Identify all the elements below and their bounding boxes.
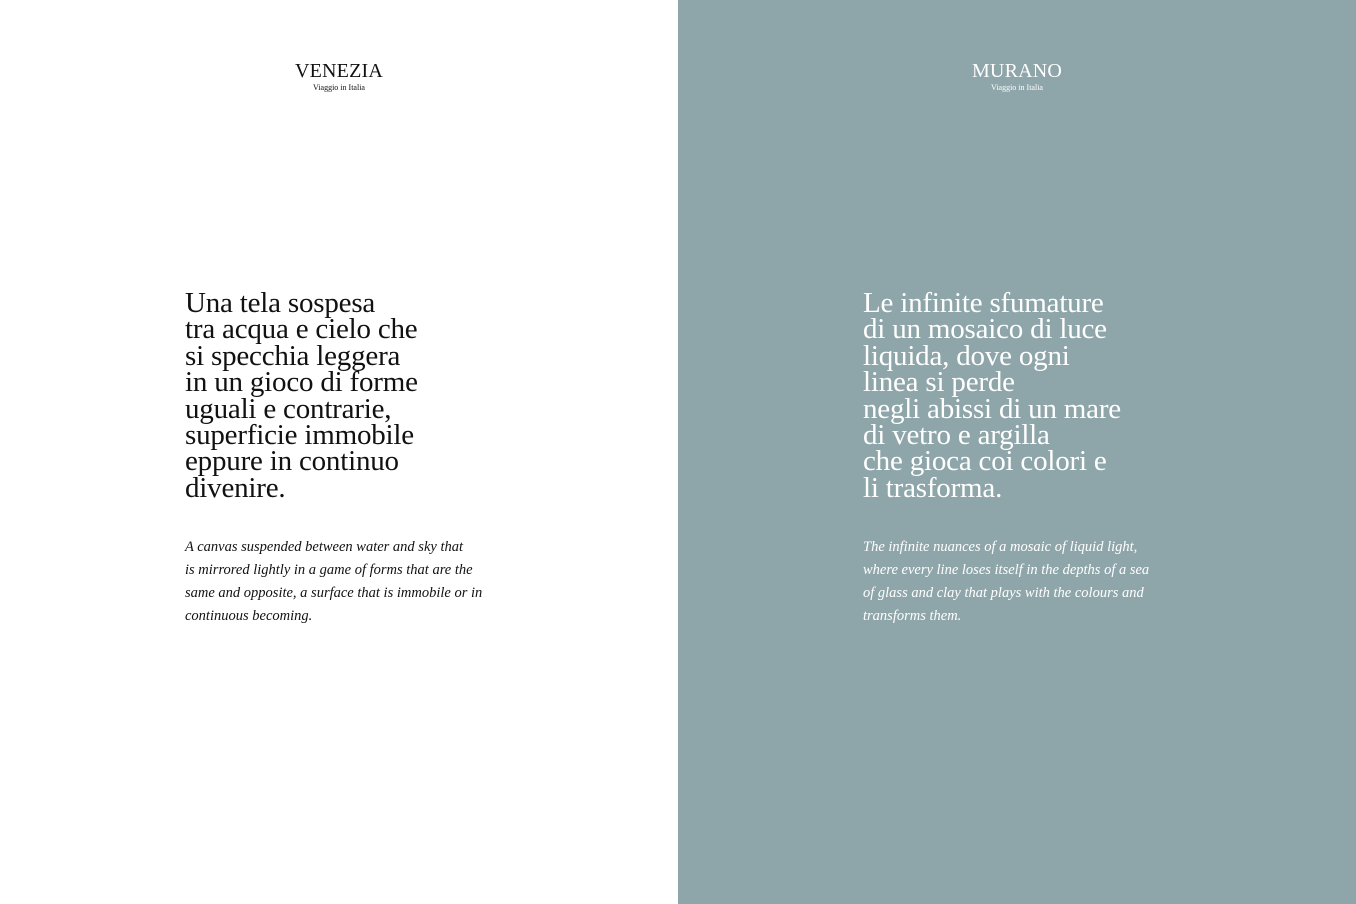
italian-text: Le infinite sfumature di un mosaico di luce liquida, dove ogni linea si perde negli abissi di un mare di vetro e argilla che gioca coi colori e li trasforma. <box>863 287 1121 504</box>
english-text: A canvas suspended between water and sky that is mirrored lightly in a game of forms that are the same and opposite, a surface that is immobile or in continuous becoming. <box>185 539 483 624</box>
page-header <box>0 60 678 93</box>
page-subtitle: Viaggio in Italia <box>991 83 1043 92</box>
page-title: VENEZIA <box>294 60 384 82</box>
page-subtitle: Viaggio in Italia <box>313 83 365 92</box>
page-title: MURANO <box>971 60 1063 82</box>
italian-text: Una tela sospesa tra acqua e cielo che si specchia leggera in un gioco di forme uguali e contrarie, superficie immobile eppure in continuo divenire. <box>185 287 418 504</box>
page-murano <box>678 0 1356 904</box>
english-text: The infinite nuances of a mosaic of liquid light, where every line loses itself in the depths of a sea of glass and clay that plays with the colours and transforms them. <box>863 539 1150 624</box>
page-header <box>678 60 1356 93</box>
